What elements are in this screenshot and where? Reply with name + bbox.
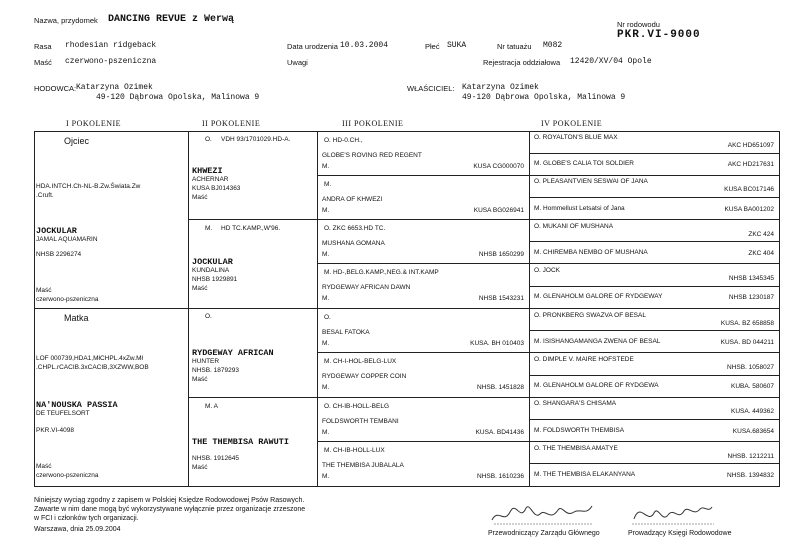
gen3-name: RYDGEWAY AFRICAN DAWN	[322, 284, 411, 291]
gen3-prefix: M.	[322, 384, 330, 391]
owner-label: WŁAŚCICIEL:	[407, 84, 455, 93]
gen3-prefix: M.	[322, 473, 330, 480]
footer-line-3: w FCI i członków tych organizacji.	[34, 515, 139, 522]
owner-name: Katarzyna Ozimek	[462, 83, 539, 92]
gen3-titles: O. ZKC 6653.HD TC.	[324, 225, 386, 232]
gen4-reg: NHSB 1230187	[728, 294, 774, 302]
notes-label: Uwagi	[287, 58, 308, 67]
gen3-name: BESAL FATOKA	[322, 329, 370, 336]
dog-name: DANCING REVUE z Werwą	[108, 14, 235, 25]
gen4-reg: KUBA. 580607	[730, 383, 774, 391]
gen2-color: Maść	[192, 194, 208, 201]
gen3-titles: M. CH-I-HOL-BELG-LUX	[324, 358, 397, 365]
gen4-reg: KUSA. 449362	[730, 408, 774, 416]
gen4-name: M. GLENAHOLM GALORE OF RYDGEWAY	[534, 293, 663, 301]
gen4-reg: AKC HD651097	[727, 142, 774, 149]
gen2-reg: NHSB. 1912645	[192, 455, 239, 462]
gen2-name: JOCKULAR	[192, 257, 233, 267]
gen4-name: M. FOLDSWORTH THEMBISA	[534, 426, 625, 434]
column-header-gen1: I POKOLENIE	[66, 119, 122, 128]
dam-reg: PKR.VI-4098	[36, 427, 74, 434]
sire-name: JOCKULAR	[36, 226, 77, 236]
gen2-titles: HD TC.KAMP.,W'96.	[221, 225, 281, 232]
footer-date: Warszawa, dnia 25.09.2004	[34, 526, 121, 533]
gen4-reg: NHSB. 1394832	[727, 472, 774, 479]
gen4-name: O. THE THEMBISA AMATYE	[534, 444, 618, 452]
sire-subname: JAMAL AQUAMARIN	[36, 236, 98, 243]
breed-value: rhodesian ridgeback	[65, 41, 157, 50]
gen3-prefix: M.	[322, 163, 330, 170]
gen3-titles: O. CH-IB-HOLL-BELG	[324, 403, 390, 410]
gen4-name: M. CHIREMBA NEMBO OF MUSHANA	[534, 249, 648, 256]
gen2-subname: KUNDALINA	[192, 267, 230, 274]
column-header-gen3: III POKOLENIE	[342, 119, 404, 128]
gen3-reg: KUSA BG026941	[473, 207, 524, 214]
gen3-reg: KUSA CG000070	[473, 163, 524, 170]
gen4-name: O. ROYALTON'S BLUE MAX	[534, 134, 618, 141]
dam-color: czerwono-pszeniczna	[36, 472, 99, 479]
gen4-reg: ZKC 424	[748, 230, 774, 238]
gen3-reg: KUSA. BH 010403	[470, 340, 524, 347]
sire-label: Ojciec	[64, 136, 90, 146]
gen2-reg: KUSA BJ014363	[192, 185, 241, 192]
sire-color-label: Maść	[36, 287, 52, 294]
breed-label: Rasa	[34, 42, 52, 51]
reg-label: Nr rodowodu	[617, 20, 660, 29]
gen3-reg: NHSB. 1610236	[477, 473, 524, 480]
gen4-name: O. SHANGARA'S CHISAMA	[534, 400, 617, 408]
gen2-titles: VDH 93/1701029.HD-A.	[221, 136, 291, 143]
branch-reg-label: Rejestracja oddziałowa	[483, 58, 561, 67]
signature-2-caption: Prowadzący Księgi Rodowodowe	[628, 530, 732, 537]
reg-number: PKR.VI-9000	[617, 29, 701, 41]
gen4-name: O. PLEASANTVIEN SESWAI OF JANA	[534, 178, 648, 186]
gen4-name: O. MUKANI OF MUSHANA	[534, 222, 614, 230]
gen4-reg: KUSA BA001202	[724, 205, 774, 213]
gen3-titles: O. HD-0.CH.,	[324, 137, 363, 144]
gen4-name: M. Hommellust Letsatsi of Jana	[534, 204, 625, 212]
gen4-name: O. PRONKBERG SWAZVA OF BESAL	[534, 311, 646, 319]
gen2-prefix: O.	[205, 136, 212, 143]
gen4-name: M. GLOBE'S CALIA TOI SOLDIER	[534, 160, 634, 168]
dam-titles: LOF 000739,HDA1,MłCHPL.4xZw.Mł	[36, 355, 143, 362]
breeder-name: Katarzyna Ozimek	[76, 83, 153, 92]
gen3-name: MUSHANA GOMANA	[322, 240, 385, 247]
sire-titles: HDA.INTCH.Ch-NL-B.Zw.Świata.Zw	[36, 183, 141, 190]
sire-color: czerwono-pszeniczna	[36, 296, 99, 303]
tattoo-label: Nr tatuażu	[497, 42, 532, 51]
gen4-name: M. GLENAHOLM GALORE OF RYDGEWA	[534, 382, 659, 390]
gen2-reg: NHSB. 1879293	[192, 367, 239, 374]
gen2-color: Maść	[192, 285, 208, 292]
gen2-name: THE THEMBISA RAWUTI	[192, 437, 289, 447]
dob-value: 10.03.2004	[340, 41, 389, 50]
color-value: czerwono-pszeniczna	[65, 57, 157, 66]
gen3-name: THE THEMBISA JUBALALA	[322, 462, 404, 469]
gen2-prefix: O.	[205, 313, 212, 320]
gen3-reg: KUSA. BD41436	[475, 429, 524, 436]
sex-label: Płeć	[425, 42, 440, 51]
name-label: Nazwa, przydomek	[34, 16, 98, 25]
dam-subname: DE TEUFELSORT	[36, 410, 90, 417]
gen3-reg: NHSB. 1451828	[477, 384, 524, 391]
column-header-gen4: IV POKOLENIE	[541, 119, 603, 128]
gen3-name: GLOBE'S ROVING RED REGENT	[322, 152, 422, 159]
column-header-gen2: II POKOLENIE	[202, 119, 261, 128]
gen2-prefix: M. A	[205, 403, 219, 410]
gen2-color: Maść	[192, 376, 208, 383]
gen3-titles: M. HD-,BELG.KAMP.,NEG.& INT.KAMP	[324, 269, 439, 276]
gen3-titles: M.	[324, 181, 332, 188]
sex-value: SUKA	[447, 41, 467, 50]
gen4-reg: KUSA BC017146	[724, 186, 774, 194]
tattoo-value: M082	[543, 41, 563, 50]
gen4-name: M. ISISHANGAMANGA ZWENA OF BESAL	[534, 337, 661, 345]
gen3-reg: NHSB 1543231	[478, 295, 524, 302]
footer-line-1: Niniejszy wyciąg zgodny z zapisem w Polskiej Księdze Rodowodowej Psów Rasowych.	[34, 497, 305, 504]
dob-label: Data urodzenia	[287, 42, 338, 51]
gen4-name: O. JOCK	[534, 267, 561, 275]
signature-1-caption: Przewodniczący Zarządu Głównego	[488, 530, 600, 537]
gen3-prefix: M.	[322, 251, 330, 258]
gen4-name: O. DIMPLE V. MAIRE HOFSTEDE	[534, 356, 634, 363]
gen4-reg: AKC HD217631	[727, 161, 774, 169]
gen3-prefix: M.	[322, 207, 330, 214]
gen4-reg: ZKC 404	[748, 250, 774, 257]
branch-reg-value: 12420/XV/04 Opole	[570, 57, 652, 66]
dam-name: NA'NOUSKA PASSIA	[36, 400, 118, 410]
gen3-titles: O.	[324, 314, 331, 321]
gen2-subname: ACHERNAR	[192, 176, 229, 183]
gen4-name: M. THE THEMBISA ELAKANYANA	[534, 471, 636, 478]
gen2-reg: NHSB 1929891	[192, 276, 238, 283]
gen3-prefix: M.	[322, 340, 330, 347]
gen3-reg: NHSB 1650299	[478, 251, 524, 258]
dam-label: Matka	[64, 313, 89, 323]
breeder-label: HODOWCA:	[34, 84, 77, 93]
color-label: Maść	[34, 58, 52, 67]
gen3-prefix: M.	[322, 429, 330, 436]
gen2-name: RYDGEWAY AFRICAN	[192, 348, 274, 358]
owner-address: 49-120 Dąbrowa Opolska, Malinowa 9	[462, 93, 626, 102]
dam-color-label: Maść	[36, 463, 52, 470]
dam-titles-cont: .CHPL.rCACIB.3xCACIB,3XZWW,BOB	[36, 364, 149, 371]
gen3-name: ANDRA OF KHWEZI	[322, 196, 383, 203]
sire-titles-cont: .Cruft.	[36, 192, 54, 199]
sire-reg: NHSB 2296274	[36, 251, 82, 258]
gen2-prefix: M.	[205, 225, 213, 232]
gen4-reg: NHSB 1345345	[728, 275, 774, 283]
footer-line-2: Zawarte w nim dane mogą być wykorzystywane wyłącznie przez organizacje zrzeszone	[34, 506, 306, 513]
gen2-color: Maść	[192, 464, 208, 471]
gen4-reg: NHSB. 1212211	[727, 452, 774, 460]
gen3-name: RYDGEWAY COPPER COIN	[322, 373, 407, 380]
breeder-address: 49-120 Dąbrowa Opolska, Malinowa 9	[96, 93, 260, 102]
gen4-reg: KUSA. BZ 658858	[720, 319, 774, 327]
gen4-reg: KUSA. BD 044211	[720, 338, 774, 346]
gen3-prefix: M.	[322, 295, 330, 302]
gen3-name: FOLDSWORTH TEMBANI	[322, 418, 399, 425]
gen4-reg: KUSA.683654	[732, 427, 774, 435]
gen3-titles: M. CH-IB-HOLL-LUX	[324, 447, 385, 454]
gen4-reg: NHSB. 1058027	[727, 364, 774, 371]
gen2-name: KHWEZI	[192, 166, 223, 176]
gen2-subname: HUNTER	[192, 358, 220, 365]
